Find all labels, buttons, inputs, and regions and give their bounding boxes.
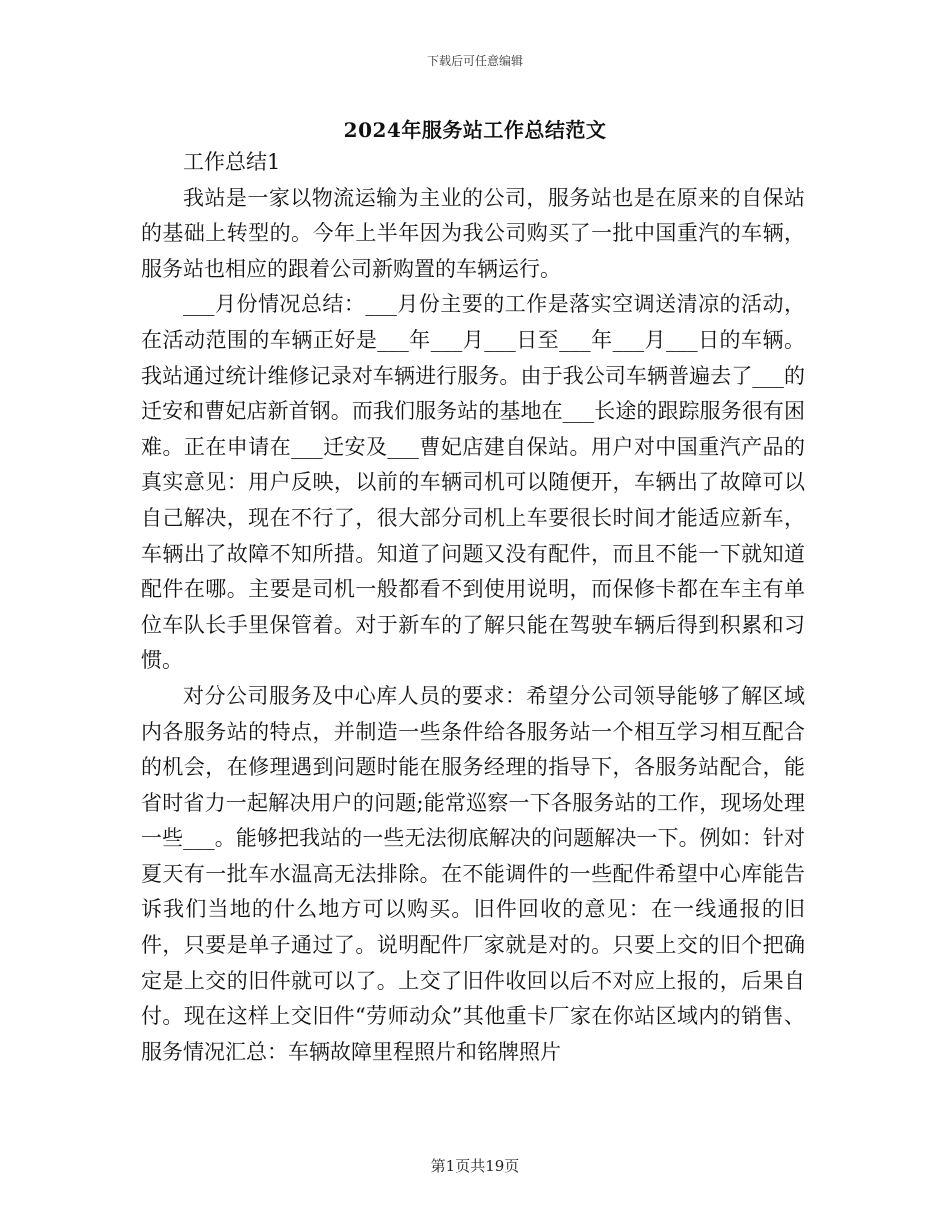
document-title: 2024年服务站工作总结范文 <box>343 118 607 142</box>
body-paragraph: 我站是一家以物流运输为主业的公司，服务站也是在原来的自保站的基础上转型的。今年上半年因为我公司购买了一批中国重汽的车辆，服务站也相应的跟着公司新购置的车辆运行。 <box>141 185 805 281</box>
body-paragraph: ___月份情况总结：___月份主要的工作是落实空调送清凉的活动，在活动范围的车辆正好是___年___月___日至___年___月___日的车辆。我站通过统计维修记录对车辆进行服务。由于我公司车辆普遍去了___的迁安和曹妃店新首钢。而我们服务站的基地在___长途的跟踪服务很有困难。正在申请在___迁安及___曹妃店建自保站。用户对中国重汽产品的真实意见：用户反映，以前的车辆司机可以随便开，车辆出了故障可以自己解决，现在不行了，很大部分司机上车要很长时间才能适应新车，车辆出了故障不知所措。知道了问题又没有配件，而且不能一下就知道配件在哪。主要是司机一般都看不到使用说明，而保修卡都在车主有单位车队长手里保管着。对于新车的了解只能在驾驶车辆后得到积累和习惯。 <box>141 292 805 673</box>
section-heading: 工作总结1 <box>183 150 281 174</box>
document-body <box>141 145 805 1070</box>
page-header-note: 下载后可任意编辑 <box>426 54 523 68</box>
body-paragraph: 对分公司服务及中心库人员的要求：希望分公司领导能够了解区域内各服务站的特点，并制造一些条件给各服务站一个相互学习相互配合的机会，在修理遇到问题时能在服务经理的指导下，各服务站配合，能省时省力一起解决用户的问题;能常巡察一下各服务站的工作，现场处理一些___。能够把我站的一些无法彻底解决的问题解决一下。例如：针对夏天有一批车水温高无法排除。在不能调件的一些配件希望中心库能告诉我们当地的什么地方可以购买。旧件回收的意见：在一线通报的旧件，只要是单子通过了。说明配件厂家就是对的。只要上交的旧个把确定是上交的旧件就可以了。上交了旧件收回以后不对应上报的，后果自付。现在这样上交旧件“劳师动众”其他重卡厂家在你站区域内的销售、服务情况汇总：车辆故障里程照片和铭牌照片 <box>141 683 805 1064</box>
page-number: 第1页共19页 <box>430 1157 520 1175</box>
